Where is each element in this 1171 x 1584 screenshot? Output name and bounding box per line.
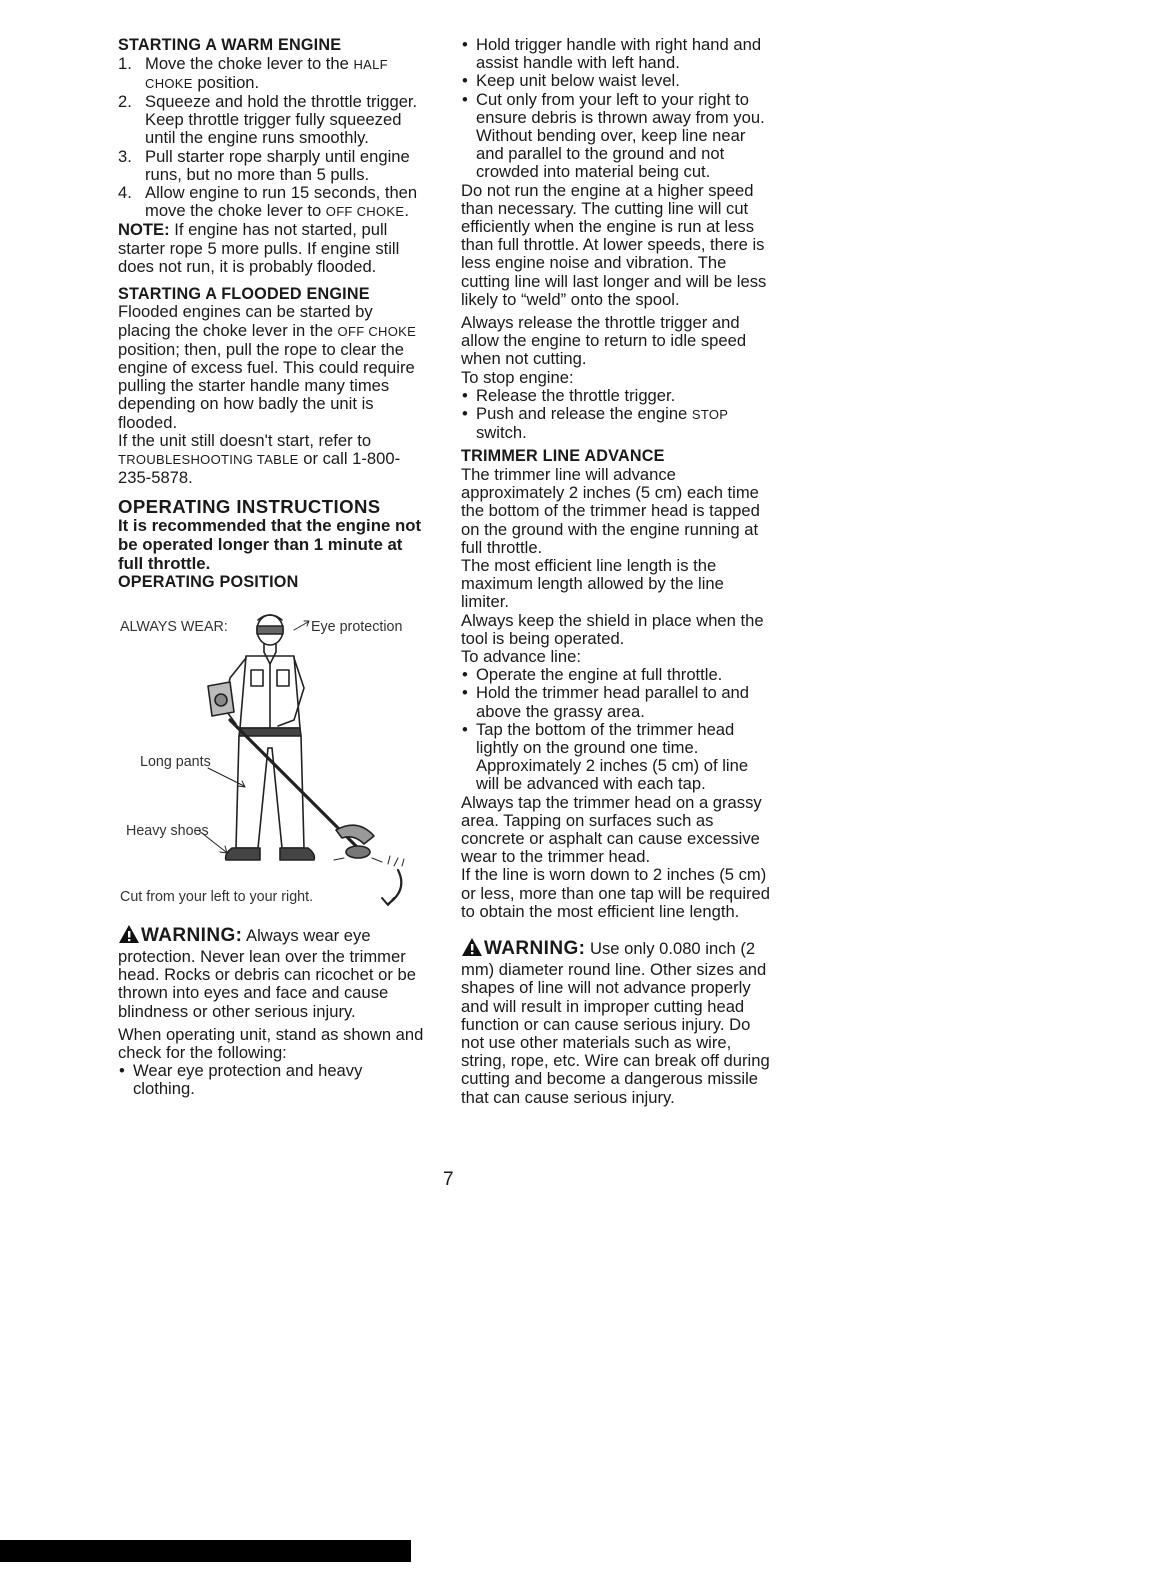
list-item: • Keep unit below waist level. <box>461 72 771 90</box>
advance-steps <box>461 666 771 793</box>
warm-step-1: 1. Move the choke lever to the HALF CHOKE position. <box>118 53 388 92</box>
advance-text-6: If the line is worn down to 2 inches (5 cm) or less, more than one tap will be required to obtain the most efficient line length. <box>461 865 770 921</box>
flooded-engine-refer: If the unit still doesn't start, refer to TROUBLESHOOTING TABLE or call 1-800-235-5878. <box>118 430 401 488</box>
advance-text-1: The trimmer line will advance approximately 2 inches (5 cm) each time the bottom of the trimmer head is tapped on the ground with the engine running at full throttle. <box>461 464 760 557</box>
eye-protection-label: Eye protection <box>311 618 403 635</box>
eye-protection-warning: WARNING: Always wear eye protection. Never lean over the trimmer head. Rocks or debris can ricochet or be thrown into eyes and face and cause blindness or other serious injury. <box>118 924 416 1021</box>
list-item: • Hold trigger handle with right hand and assist handle with left hand. <box>461 36 771 72</box>
operating-checklist <box>461 36 771 182</box>
trimmer-line-advance-heading: TRIMMER LINE ADVANCE <box>461 447 665 466</box>
warning-icon <box>461 937 483 961</box>
line-size-warning: WARNING: Use only 0.080 inch (2 mm) diameter round line. Other sizes and shapes of line will not advance properly and will result in improper cutting head function or can cause serious injury. Do not use other materials such as wire, string, rope, etc. Wire can break off during cutting and become a dangerous missile that can cause serious injury. <box>461 938 770 1107</box>
list-item: • Hold the trimmer head parallel to and above the grassy area. <box>461 684 771 720</box>
left-checklist <box>118 1062 428 1098</box>
stand-as-shown-text: When operating unit, stand as shown and check for the following: <box>118 1024 424 1062</box>
stop-engine-intro: To stop engine: <box>461 367 574 387</box>
list-item: • Cut only from your left to your right to ensure debris is thrown away from you. Without bending over, keep line near and parallel to the ground and not crowded into material being cut. <box>461 91 771 182</box>
flooded-engine-heading: STARTING A FLOODED ENGINE <box>118 284 370 303</box>
operating-position-heading: OPERATING POSITION <box>118 573 299 592</box>
advance-text-3: Always keep the shield in place when the tool is being operated. <box>461 610 764 648</box>
right-column <box>461 36 771 1107</box>
operating-position-figure <box>118 608 428 908</box>
full-throttle-emphasis: It is recommended that the engine not be operated longer than 1 minute at full throttle. <box>118 516 422 573</box>
engine-speed-text: Do not run the engine at a higher speed than necessary. The cutting line will cut efficiently when the engine is run at less than full throttle. At lower speeds, there is less engine noise and vibration. The cutting line will last longer and will be less likely to “weld” onto the spool. <box>461 180 767 309</box>
left-column <box>118 36 428 1099</box>
page-number: 7 <box>443 1169 454 1190</box>
list-item: • Release the throttle trigger. <box>461 387 771 405</box>
always-wear-label: ALWAYS WEAR: <box>120 618 228 635</box>
heavy-shoes-label: Heavy shoes <box>126 822 209 839</box>
warm-step-2: 2. Squeeze and hold the throttle trigger. Keep throttle trigger fully squeezed until the engine runs smoothly. <box>118 91 418 148</box>
list-item: • Operate the engine at full throttle. <box>461 666 771 684</box>
warm-step-3: 3. Pull starter rope sharply until engine runs, but no more than 5 pulls. <box>118 146 410 184</box>
long-pants-label: Long pants <box>140 753 211 770</box>
advance-text-4: To advance line: <box>461 647 581 666</box>
advance-text-5: Always tap the trimmer head on a grassy area. Tapping on surfaces such as concrete or asphalt can cause excessive wear to the trimmer head. <box>461 792 762 867</box>
warm-engine-heading: STARTING A WARM ENGINE <box>118 36 342 54</box>
operating-instructions-heading: OPERATING INSTRUCTIONS <box>118 496 381 518</box>
stop-engine-steps <box>461 387 771 443</box>
warning-icon <box>118 924 140 948</box>
list-item: • Push and release the engine STOP switch. <box>461 405 771 442</box>
list-item: • Wear eye protection and heavy clothing. <box>118 1062 428 1098</box>
warm-step-4: 4. Allow engine to run 15 seconds, then move the choke lever to OFF CHOKE. <box>118 182 418 221</box>
advance-text-2: The most efficient line length is the maximum length allowed by the line limiter. <box>461 555 724 612</box>
footer-bar <box>0 1540 411 1562</box>
flooded-engine-text: Flooded engines can be started by placing the choke lever in the OFF CHOKE position; then, pull the rope to clear the engine of excess fuel. This could require pulling the starter handle many times depending on how badly the unit is flooded. <box>118 302 417 432</box>
warm-engine-note: NOTE: If engine has not started, pull starter rope 5 more pulls. If engine still does not run, it is probably flooded. <box>118 220 400 276</box>
release-throttle-text: Always release the throttle trigger and allow the engine to return to idle speed when not cutting. <box>461 313 747 369</box>
figure-caption: Cut from your left to your right. <box>120 888 314 905</box>
warm-engine-steps <box>118 55 428 222</box>
list-item: • Tap the bottom of the trimmer head lightly on the ground one time. Approximately 2 inches (5 cm) of line will be advanced with each tap. <box>461 721 771 794</box>
